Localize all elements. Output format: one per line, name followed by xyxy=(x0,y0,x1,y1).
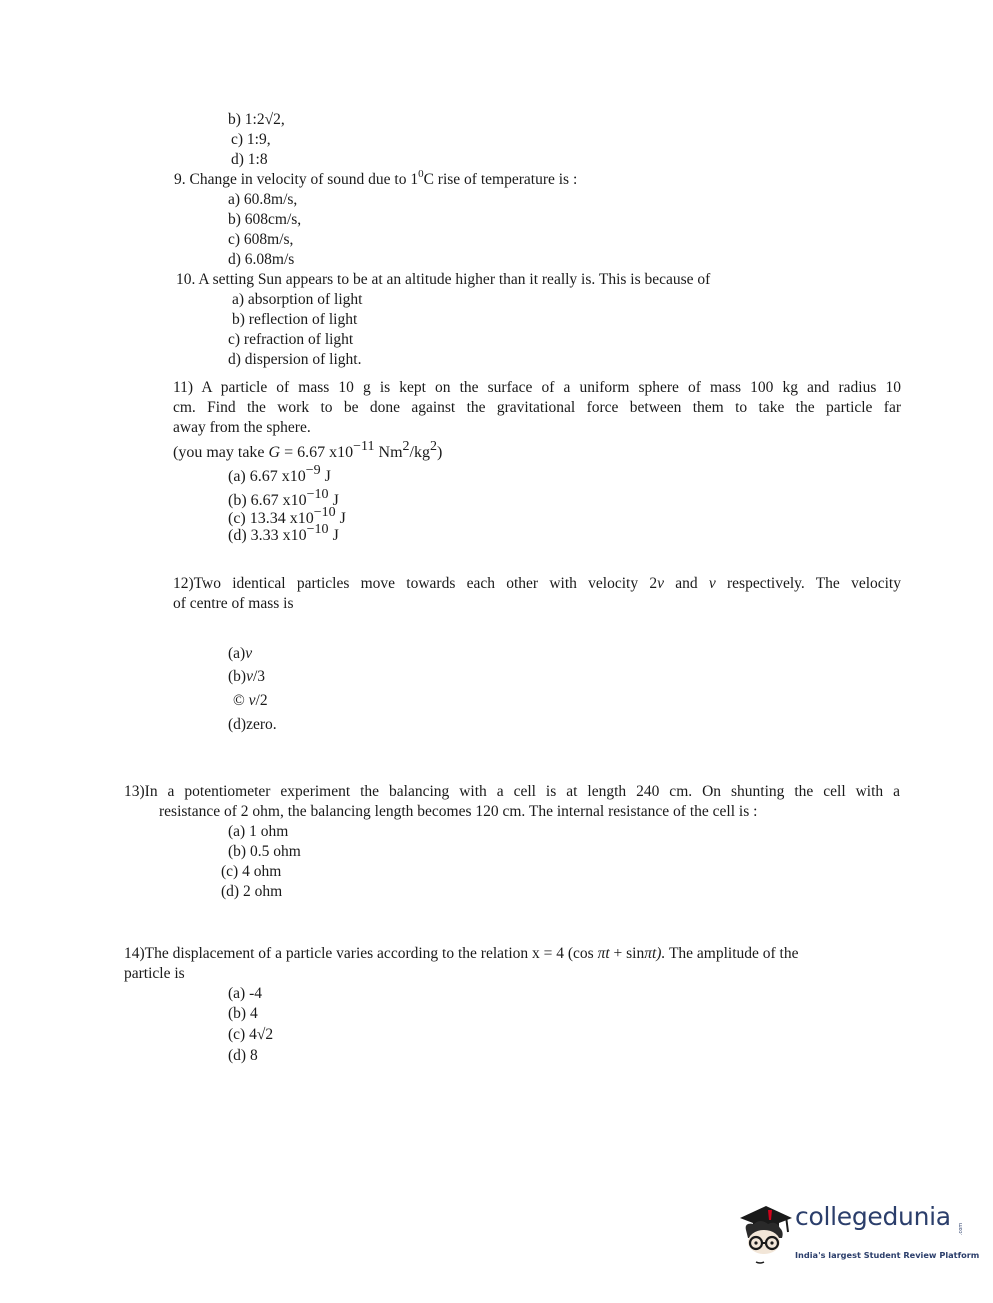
q14-stem-line-2: particle is xyxy=(124,965,185,982)
collegedunia-tagline: India's largest Student Review Platform xyxy=(795,1250,980,1260)
q13-option-b: (b) 0.5 ohm xyxy=(228,843,301,860)
q10-stem: 10. A setting Sun appears to be at an altitude higher than it really is. This is because of xyxy=(176,271,711,288)
q11-stem-line-1: 11) A particle of mass 10 g is kept on the surface of a uniform sphere of mass 100 kg and radius 10 xyxy=(173,379,901,396)
q9-option-b: b) 608cm/s, xyxy=(228,211,302,228)
q9-option-a: a) 60.8m/s, xyxy=(228,191,298,208)
q10-option-a: a) absorption of light xyxy=(232,291,363,308)
q11-option-a: (a) 6.67 x10−9 J xyxy=(228,463,331,485)
q13-option-c: (c) 4 ohm xyxy=(221,863,282,880)
q14-option-c: (c) 4√2 xyxy=(228,1026,274,1043)
collegedunia-brand-name: collegedunia xyxy=(795,1202,951,1231)
q9-option-c: c) 608m/s, xyxy=(228,231,294,248)
q14-option-b: (b) 4 xyxy=(228,1005,258,1022)
q10-option-b: b) reflection of light xyxy=(232,311,358,328)
q13-stem-line-2: resistance of 2 ohm, the balancing length becomes 120 cm. The internal resistance of the cell is : xyxy=(159,803,758,820)
q11-stem-line-3: away from the sphere. xyxy=(173,419,311,436)
q8-option-c: c) 1:9, xyxy=(231,131,271,148)
q9-stem: 9. Change in velocity of sound due to $1^0C$ rise of temperature is : xyxy=(174,167,578,188)
q13-option-a: (a) 1 ohm xyxy=(228,823,289,840)
q12-option-b: (b)v/3 xyxy=(228,668,266,685)
q11-stem-line-2: cm. Find the work to be done against the gravitational force between them to take the particle far xyxy=(173,399,901,416)
q8-option-b: b) 1:2√2, xyxy=(228,111,285,128)
q10-option-d: d) dispersion of light. xyxy=(228,351,362,368)
q13-stem-line-1: 13)In a potentiometer experiment the balancing with a cell is at length 240 cm. On shunting the cell with a xyxy=(124,783,900,800)
q11-hint: (you may take G = 6.67 x10−11 Nm2/kg2) xyxy=(173,439,443,461)
q12-option-d: (d)zero. xyxy=(228,716,277,733)
q12-option-c: © v/2 xyxy=(233,692,268,709)
q13-option-d: (d) 2 ohm xyxy=(221,883,283,900)
q9-option-d: d) 6.08m/s xyxy=(228,251,295,268)
q8-option-d: d) 1:8 xyxy=(231,151,268,168)
q11-option-c: (c) 13.34 x10−10 J xyxy=(228,505,346,527)
q10-option-c: c) refraction of light xyxy=(228,331,354,348)
q14-option-d: (d) 8 xyxy=(228,1047,258,1064)
q12-stem-line-1: 12)Two identical particles move towards each other with velocity 2v and v respectively. The velocity xyxy=(173,575,901,592)
q11-option-d: (d) 3.33 x10−10 J xyxy=(228,522,339,544)
q12-stem-line-2: of centre of mass is xyxy=(173,595,294,612)
q14-option-a: (a) -4 xyxy=(228,985,262,1002)
collegedunia-dot-com: .com xyxy=(958,1222,965,1236)
q11-option-b: (b) 6.67 x10−10 J xyxy=(228,487,339,509)
q12-option-a: (a)v xyxy=(228,645,253,662)
q14-stem-line-1: 14)The displacement of a particle varies according to the relation x = 4 (cos πt + sinπt). The amplitude of the xyxy=(124,945,799,962)
